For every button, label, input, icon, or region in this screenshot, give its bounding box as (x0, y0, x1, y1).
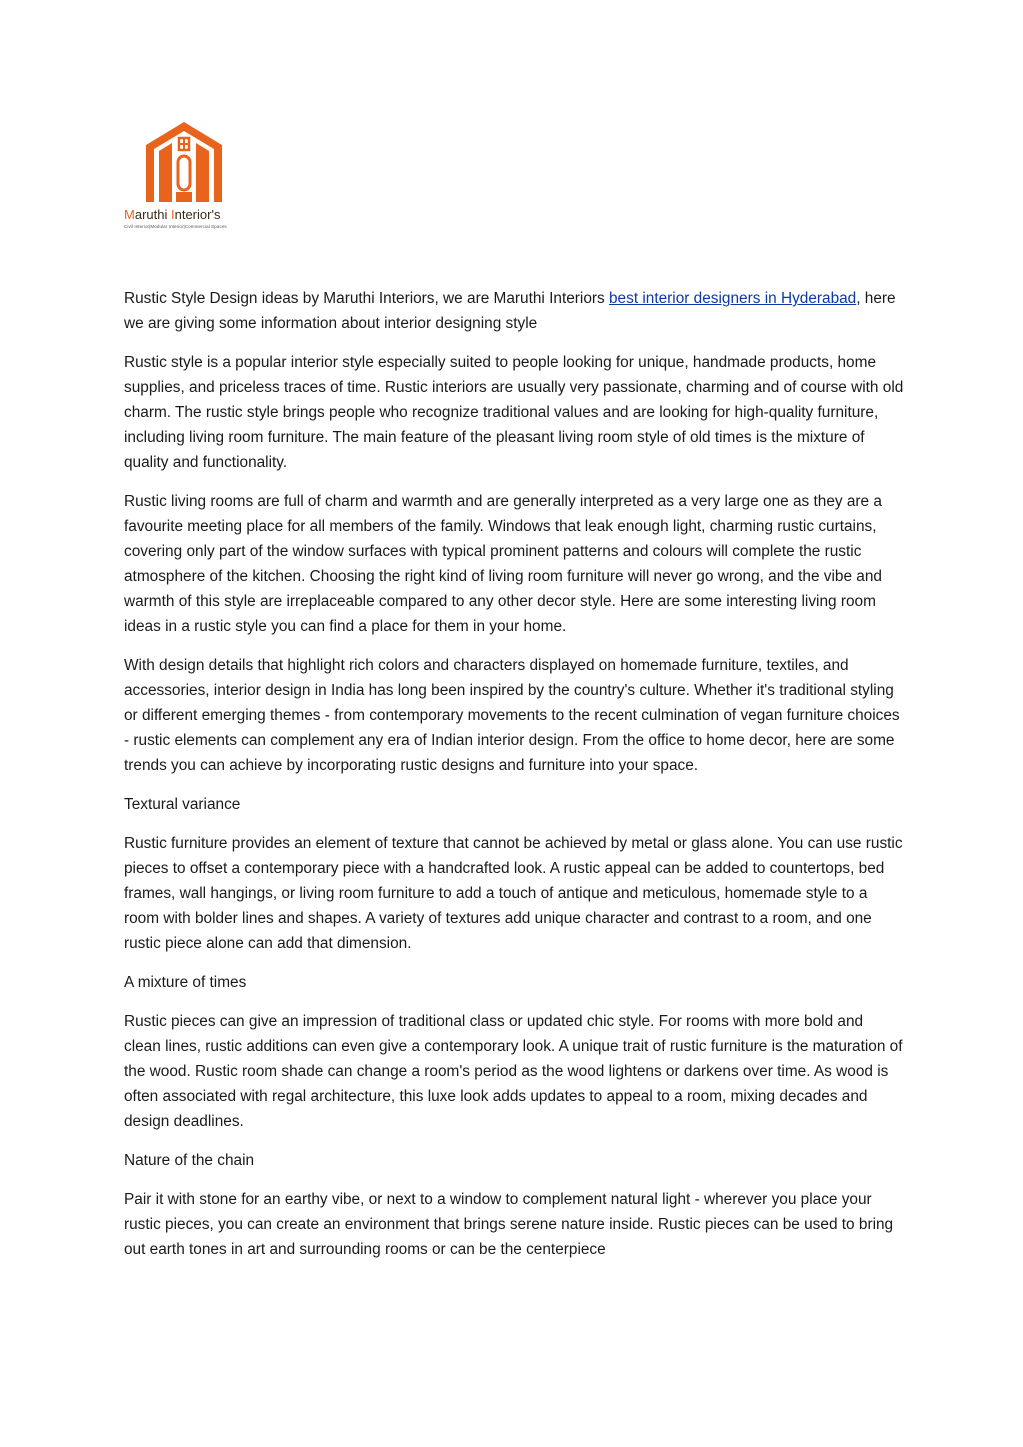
interior-designers-link[interactable]: best interior designers in Hyderabad (609, 290, 857, 307)
document-body (124, 286, 904, 1276)
logo-name: Maruthi Interior's (124, 207, 221, 222)
body-paragraph: Rustic pieces can give an impression of traditional class or updated chic style. For rooms with more bold and clean lines, rustic additions can even give a contemporary look. A unique trait of rustic furniture is the maturation of the wood. Rustic room shade can change a room's period as the wood lightens or darkens over time. As wood is often associated with regal architecture, this luxe look adds updates to appeal to a room, mixing decades and design deadlines. (124, 1013, 903, 1130)
intro-paragraph: Rustic Style Design ideas by Maruthi Interiors, we are Maruthi Interiors best interior designers in Hyderabad, here we are giving some information about interior designing style (124, 290, 896, 332)
body-paragraph: Rustic style is a popular interior style especially suited to people looking for unique, handmade products, home supplies, and priceless traces of time. Rustic interiors are usually very passionate, charming and of course with old charm. The rustic style brings people who recognize traditional values and are looking for high-quality furniture, including living room furniture. The main feature of the pleasant living room style of old times is the mixture of quality and functionality. (124, 354, 904, 471)
section-heading: Nature of the chain (124, 1152, 255, 1169)
house-logo-icon (142, 118, 226, 202)
company-logo (120, 118, 248, 236)
body-paragraph: With design details that highlight rich colors and characters displayed on homemade furniture, textiles, and accessories, interior design in India has long been inspired by the country's culture. Whether it's traditional styling or different emerging themes - from contemporary movements to the recent culmination of vegan furniture choices - rustic elements can complement any era of Indian interior design. From the office to home decor, here are some trends you can achieve by incorporating rustic designs and furniture into your space. (124, 657, 900, 774)
body-paragraph: Pair it with stone for an earthy vibe, or next to a window to complement natural light - wherever you place your rustic pieces, you can create an environment that brings serene nature inside. Rustic pieces can be used to bring out earth tones in art and surrounding rooms or can be the centerpiece (124, 1191, 894, 1258)
body-paragraph: Rustic living rooms are full of charm and warmth and are generally interpreted as a very large one as they are a favourite meeting place for all members of the family. Windows that leak enough light, charming rustic curtains, covering only part of the window surfaces with typical prominent patterns and colours will complete the rustic atmosphere of the kitchen. Choosing the right kind of living room furniture will never go wrong, and the vibe and warmth of this style are irreplaceable compared to any other decor style. Here are some interesting living room ideas in a rustic style you can find a place for them in your home. (124, 493, 882, 635)
section-heading: A mixture of times (124, 974, 247, 991)
section-heading: Textural variance (124, 796, 241, 813)
body-paragraph: Rustic furniture provides an element of texture that cannot be achieved by metal or glass alone. You can use rustic pieces to offset a contemporary piece with a handcrafted look. A rustic appeal can be added to countertops, bed frames, wall hangings, or living room furniture to add a touch of antique and meticulous, homemade style to a room with bolder lines and shapes. A variety of textures add unique character and contrast to a room, and one rustic piece alone can add that dimension. (124, 835, 903, 952)
logo-tagline: Civil Interior|Modular Interior|Commercial Spaces (124, 224, 227, 229)
